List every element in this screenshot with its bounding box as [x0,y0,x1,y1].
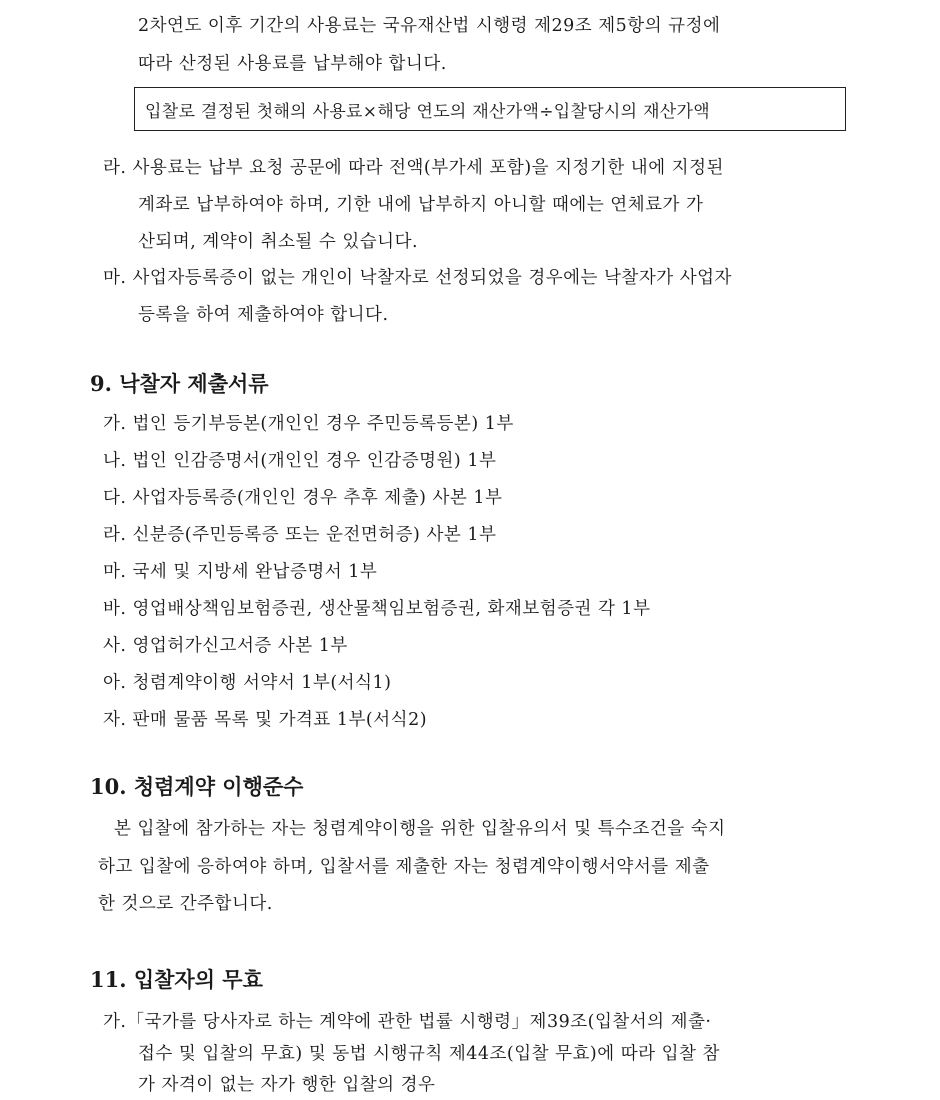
item-ra-line-1: 라. 사용료는 납부 요청 공문에 따라 전액(부가세 포함)을 지정기한 내에 지정된 [103,158,724,178]
section-9-item: 라. 신분증(주민등록증 또는 운전면허증) 사본 1부 [103,525,497,545]
item-ra-line-2: 계좌로 납부하여야 하며, 기한 내에 납부하지 아니할 때에는 연체료가 가 [138,195,704,215]
section-9-item: 나. 법인 인감증명서(개인인 경우 인감증명원) 1부 [103,451,497,471]
intro-line-2: 따라 산정된 사용료를 납부해야 합니다. [138,54,447,74]
section-11-item-ga-line-3: 가 자격이 없는 자가 행한 입찰의 경우 [138,1075,436,1095]
section-9-item: 사. 영업허가신고서증 사본 1부 [103,636,348,656]
section-9-item: 자. 판매 물품 목록 및 가격표 1부(서식2) [103,710,428,730]
section-11-heading: 11. 입찰자의 무효 [90,967,263,992]
section-9-item: 가. 법인 등기부등본(개인인 경우 주민등록등본) 1부 [103,414,514,434]
section-10-line-2: 하고 입찰에 응하여야 하며, 입찰서를 제출한 자는 청렴계약이행서약서를 제출 [98,857,710,877]
section-9-heading: 9. 낙찰자 제출서류 [90,371,269,396]
section-10-heading: 10. 청렴계약 이행준수 [90,774,304,799]
item-ma-line-1: 마. 사업자등록증이 없는 개인이 낙찰자로 선정되었을 경우에는 낙찰자가 사업자 [103,268,732,288]
section-11-item-ga-line-2: 접수 및 입찰의 무효) 및 동법 시행규칙 제44조(입찰 무효)에 따라 입찰 참 [138,1044,720,1064]
formula-text: 입찰로 결정된 첫해의 사용료×해당 연도의 재산가액÷입찰당시의 재산가액 [145,102,710,122]
section-10-line-1: 본 입찰에 참가하는 자는 청렴계약이행을 위한 입찰유의서 및 특수조건을 숙지 [114,819,726,839]
section-9-item: 마. 국세 및 지방세 완납증명서 1부 [103,562,378,582]
section-10-line-3: 한 것으로 간주합니다. [98,894,273,914]
section-11-item-ga-line-1: 가.「국가를 당사자로 하는 계약에 관한 법률 시행령」제39조(입찰서의 제출· [103,1012,712,1032]
section-9-item: 바. 영업배상책임보험증권, 생산물책임보험증권, 화재보험증권 각 1부 [103,599,651,619]
intro-line-1: 2차연도 이후 기간의 사용료는 국유재산법 시행령 제29조 제5항의 규정에 [138,16,721,36]
section-9-item: 다. 사업자등록증(개인인 경우 추후 제출) 사본 1부 [103,488,503,508]
item-ma-line-2: 등록을 하여 제출하여야 합니다. [138,305,389,325]
item-ra-line-3: 산되며, 계약이 취소될 수 있습니다. [138,232,419,252]
formula-box [134,87,846,131]
section-9-item: 아. 청렴계약이행 서약서 1부(서식1) [103,673,392,693]
